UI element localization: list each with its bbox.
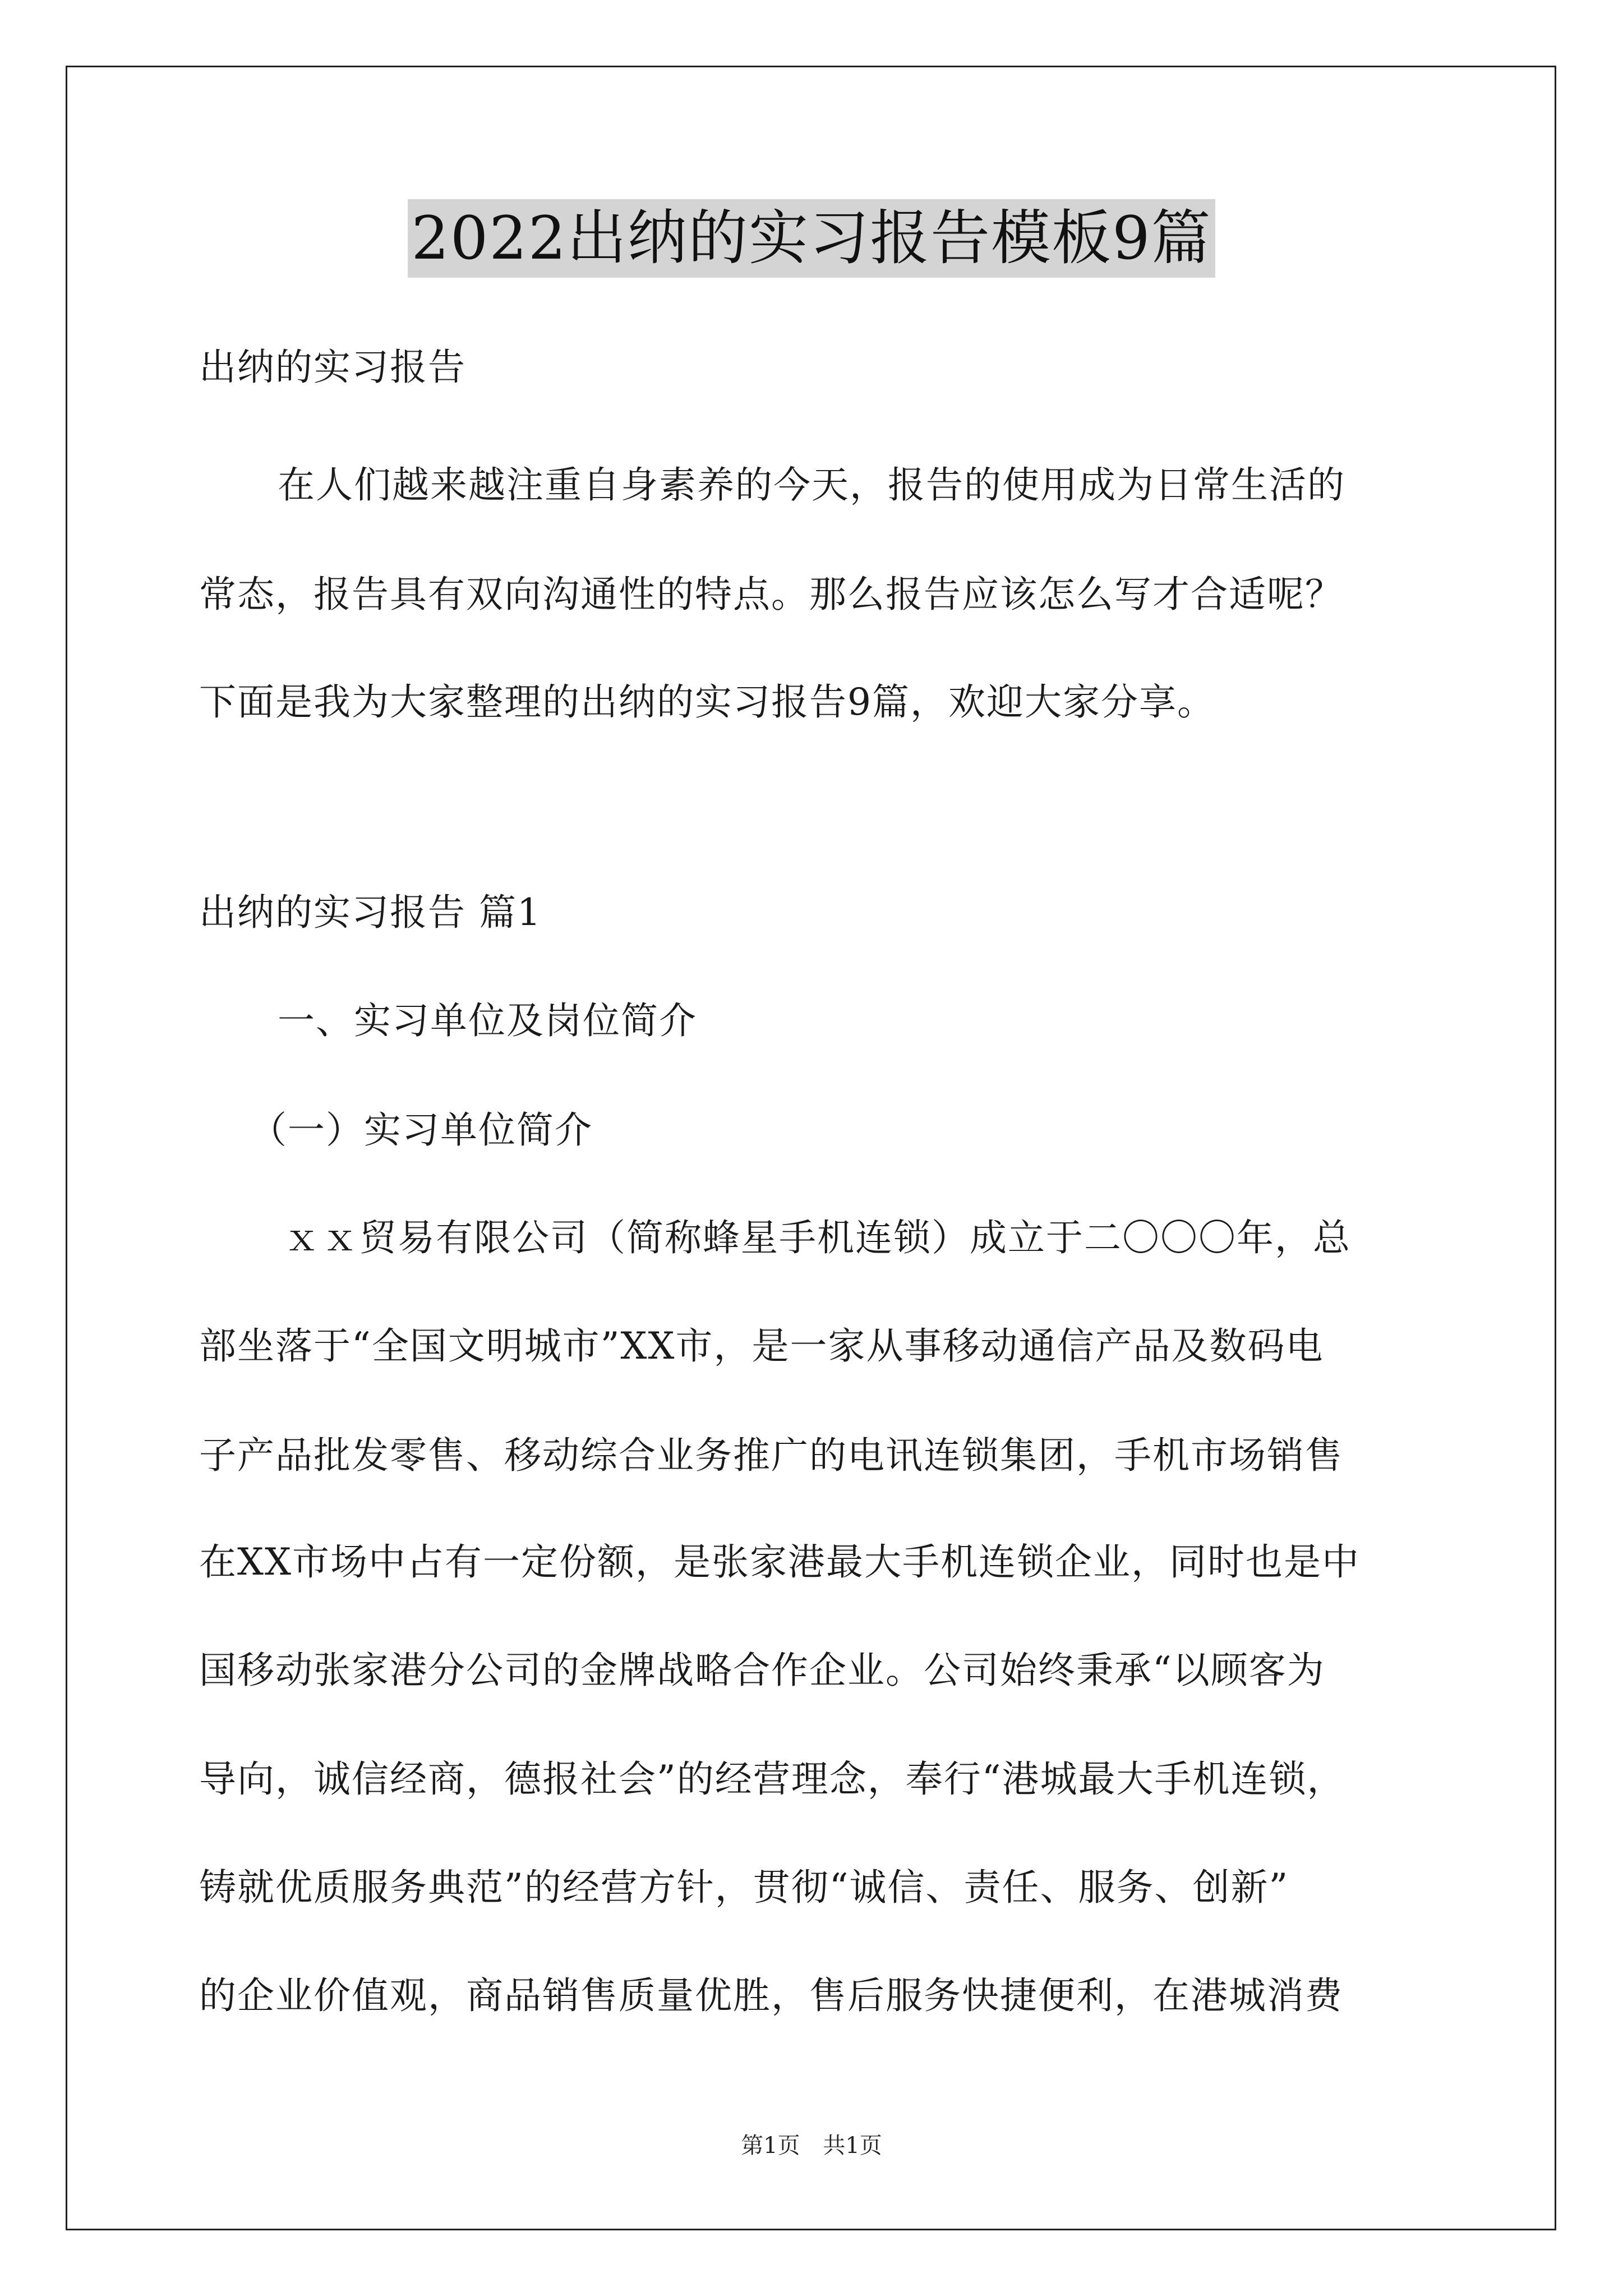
page-footer (0, 2132, 1623, 2160)
section-heading: 出纳的实习报告 篇1 (199, 891, 542, 934)
title-container (0, 199, 1623, 278)
paragraph-line: 在XX市场中占有一定份额，是张家港最大手机连锁企业，同时也是中 (199, 1540, 1360, 1584)
document-title: 2022出纳的实习报告模板9篇 (408, 199, 1215, 278)
page-total: 共1页 (823, 2133, 882, 2159)
paragraph-line: 在人们越来越注重自身素养的今天，报告的使用成为日常生活的 (278, 463, 1345, 507)
subheading: 一、实习单位及岗位简介 (278, 999, 697, 1042)
paragraph-line: 铸就优质服务典范”的经营方针，贯彻“诚信、责任、服务、创新” (199, 1866, 1289, 1909)
paragraph-line: 常态，报告具有双向沟通性的特点。那么报告应该怎么写才合适呢？ (199, 573, 1343, 616)
subheading: （一）实习单位简介 (250, 1108, 593, 1152)
page-number: 第1页 (741, 2133, 800, 2159)
section-heading: 出纳的实习报告 (199, 346, 466, 389)
paragraph-line: 的企业价值观，商品销售质量优胜，售后服务快捷便利，在港城消费 (199, 1974, 1343, 2017)
paragraph-line: 部坐落于“全国文明城市”XX市，是一家从事移动通信产品及数码电 (199, 1324, 1324, 1368)
paragraph-line: ｘｘ贸易有限公司（简称蜂星手机连锁）成立于二〇〇〇年，总 (283, 1216, 1351, 1259)
paragraph-line: 导向，诚信经商，德报社会”的经营理念，奉行“港城最大手机连锁， (199, 1757, 1345, 1801)
paragraph-line: 国移动张家港分公司的金牌战略合作企业。公司始终秉承“以顾客为 (199, 1649, 1325, 1692)
paragraph-line: 子产品批发零售、移动综合业务推广的电讯连锁集团，手机市场销售 (199, 1434, 1343, 1477)
paragraph-line: 下面是我为大家整理的出纳的实习报告9篇，欢迎大家分享。 (199, 680, 1215, 724)
